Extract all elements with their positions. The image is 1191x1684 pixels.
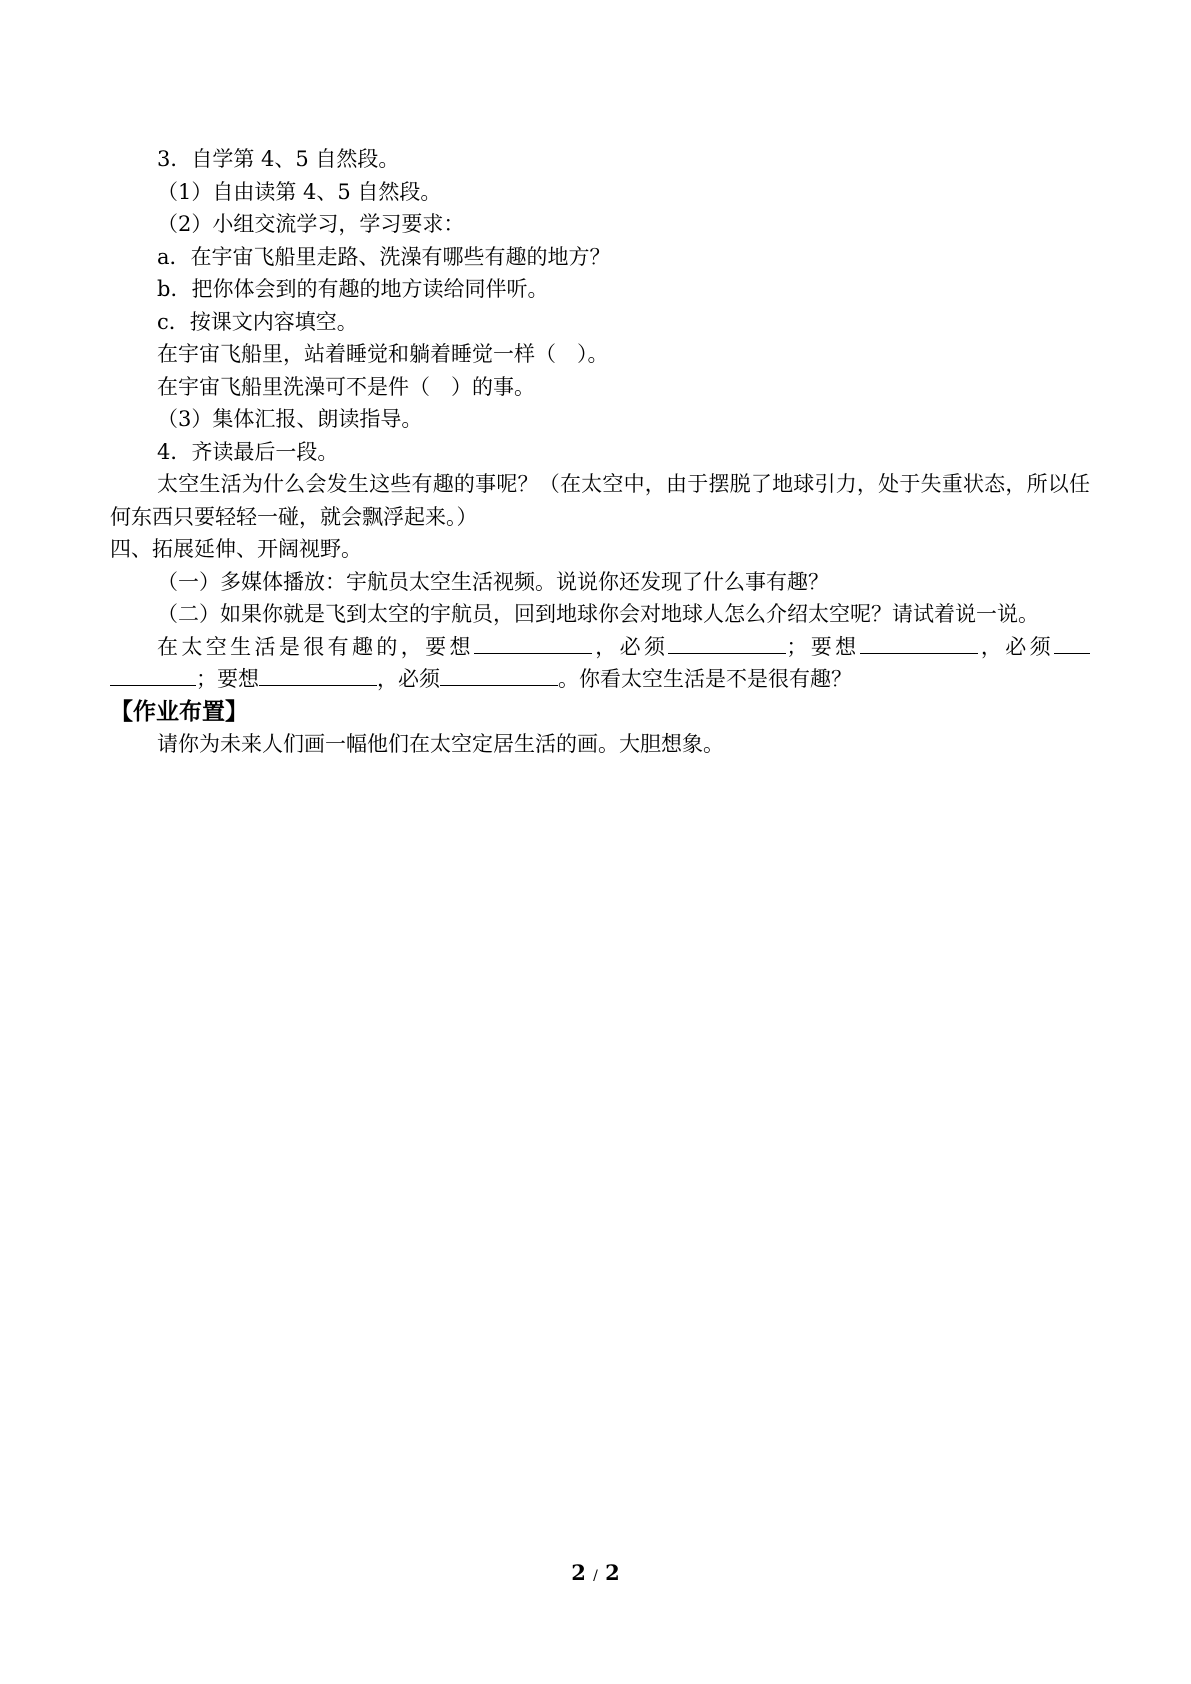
step-3-item-2: （2）小组交流学习，学习要求： [157, 212, 465, 236]
requirement-b: b．把你体会到的有趣的地方读给同伴听。 [157, 277, 549, 301]
page-total: 2 [605, 1560, 620, 1585]
page-separator: / [593, 1568, 598, 1584]
page-number [0, 1560, 1191, 1585]
fill-in-text-2: ，必须 [591, 634, 669, 659]
step-4-heading: 4．齐读最后一段。 [157, 439, 339, 464]
step-3-item-1: （1）自由读第 4、5 自然段。 [157, 179, 442, 204]
blank-5[interactable] [259, 665, 377, 686]
blank-4-end[interactable] [110, 665, 196, 686]
fill-in-text-5: ；要想 [196, 667, 259, 691]
extension-item-1: （一）多媒体播放：宇航员太空生活视频。说说你还发现了什么事有趣？ [157, 569, 829, 594]
fill-in-text-7: 。你看太空生活是不是很有趣？ [558, 667, 852, 691]
blank-4-start[interactable] [1054, 633, 1090, 654]
fill-in-paragraph [110, 631, 1090, 696]
fill-sentence-2: 在宇宙飞船里洗澡可不是件（ ）的事。 [157, 374, 535, 399]
fill-in-text-4: ，必须 [977, 634, 1054, 659]
section-4-heading: 四、拓展延伸、开阔视野。 [110, 537, 362, 561]
homework-text: 请你为未来人们画一幅他们在太空定居生活的画。大胆想象。 [157, 732, 724, 756]
requirement-c: c．按课文内容填空。 [157, 309, 358, 334]
fill-in-text-3: ；要想 [786, 634, 860, 659]
extension-item-2: （二）如果你就是飞到太空的宇航员，回到地球你会对地球人怎么介绍太空呢？请试着说一说。 [157, 602, 1039, 626]
requirement-a: a．在宇宙飞船里走路、洗澡有哪些有趣的地方？ [157, 244, 611, 269]
step-3-item-3: （3）集体汇报、朗读指导。 [157, 407, 423, 431]
fill-in-text-1: 在太空生活是很有趣的，要想 [157, 634, 474, 659]
step-3-heading: 3．自学第 4、5 自然段。 [157, 147, 400, 171]
fill-in-text-6: ，必须 [377, 667, 440, 691]
document-body [110, 143, 1090, 761]
blank-6[interactable] [440, 665, 558, 686]
blank-1[interactable] [474, 633, 592, 654]
blank-3[interactable] [860, 633, 978, 654]
blank-2[interactable] [668, 633, 786, 654]
question-paragraph: 太空生活为什么会发生这些有趣的事呢？（在太空中，由于摆脱了地球引力，处于失重状态，所以任何东西只要轻轻一碰，就会飘浮起来。） [110, 472, 1090, 529]
homework-heading: 【作业布置】 [110, 698, 248, 725]
fill-sentence-1: 在宇宙飞船里，站着睡觉和躺着睡觉一样（ ）。 [157, 342, 609, 366]
page-current: 2 [571, 1560, 586, 1585]
